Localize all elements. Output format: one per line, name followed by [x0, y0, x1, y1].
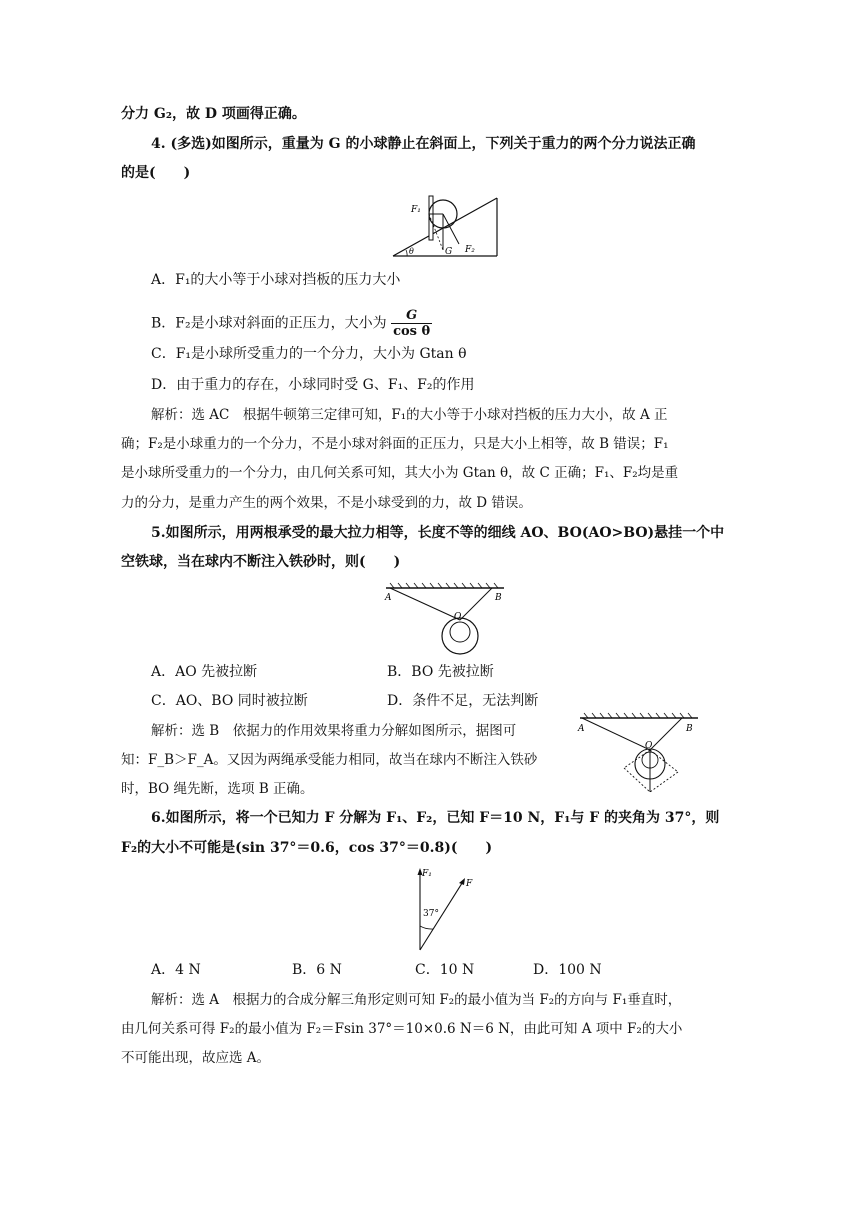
- q4-explanation-line2: 确；F₂是小球重力的一个分力，不是小球对斜面的正压力，只是大小上相等，故 B 错误；F₁: [121, 436, 669, 452]
- q5-stem-line2: 空铁球，当在球内不断注入铁砂时，则( ): [121, 554, 401, 570]
- q5-option-a: A．AO 先被拉断: [151, 664, 258, 680]
- q4-fig-label-f1: F₁: [411, 205, 421, 215]
- q4-incline-figure: [385, 192, 505, 262]
- q5-fig-label-a: A: [385, 593, 392, 603]
- q6-option-a: A．4 N: [151, 962, 201, 978]
- q6-stem-line1: 6.如图所示，将一个已知力 F 分解为 F₁、F₂，已知 F＝10 N，F₁与 F 的夹角为 37°，则: [151, 810, 720, 826]
- q5-stem-line1: 5.如图所示，用两根承受的最大拉力相等，长度不等的细线 AO、BO(AO>BO)悬挂一个中: [151, 525, 725, 541]
- q6-option-d: D．100 N: [533, 962, 602, 978]
- q5-fig2-label-a: A: [578, 724, 585, 734]
- q4-fig-label-f2: F₂: [465, 245, 475, 255]
- q4-fraction-numerator: G: [391, 308, 432, 324]
- q5-fig-label-o: O: [454, 612, 462, 622]
- q5-force-decomposition-figure: [574, 708, 704, 798]
- previous-answer-continuation: 分力 G₂，故 D 项画得正确。: [121, 106, 306, 122]
- q6-force-figure: [410, 864, 480, 954]
- q4-option-a: A．F₁的大小等于小球对挡板的压力大小: [151, 272, 401, 288]
- q5-fig2-label-b: B: [686, 724, 693, 734]
- q6-explanation-line1: 解析：选 A 根据力的合成分解三角形定则可知 F₂的最小值为当 F₂的方向与 F₁垂直时，: [151, 992, 682, 1008]
- q5-fig-label-b: B: [495, 593, 502, 603]
- q4-stem-line1: 4. (多选)如图所示，重量为 G 的小球静止在斜面上，下列关于重力的两个分力说法正确: [151, 136, 696, 152]
- q4-fraction-denominator: cos θ: [393, 324, 431, 339]
- q4-option-c: C．F₁是小球所受重力的一个分力，大小为 Gtan θ: [151, 346, 467, 362]
- q4-option-b-fraction: [391, 308, 432, 339]
- q4-fig-label-theta: θ: [409, 247, 414, 256]
- q5-hanging-ball-figure: [380, 580, 510, 660]
- q5-option-b: B．BO 先被拉断: [387, 664, 494, 680]
- q4-explanation-line4: 力的分力，是重力产生的两个效果，不是小球受到的力，故 D 错误。: [121, 495, 532, 511]
- q6-fig-label-angle: 37°: [423, 909, 439, 919]
- q5-explanation-line2: 知：F_B＞F_A。又因为两绳承受能力相同，故当在球内不断注入铁砂: [121, 752, 538, 768]
- q5-explanation-line1: 解析：选 B 依据力的作用效果将重力分解如图所示，据图可: [151, 723, 517, 739]
- q6-explanation-line3: 不可能出现，故应选 A。: [121, 1050, 271, 1066]
- q5-fig2-label-o: O: [645, 741, 653, 751]
- q4-option-d: D．由于重力的存在，小球同时受 G、F₁、F₂的作用: [151, 377, 475, 393]
- q4-option-b-text: B．F₂是小球对斜面的正压力，大小为: [151, 315, 387, 332]
- q5-option-c: C．AO、BO 同时被拉断: [151, 693, 308, 709]
- q6-explanation-line2: 由几何关系可得 F₂的最小值为 F₂＝Fsin 37°＝10×0.6 N＝6 N，由此可知 A 项中 F₂的大小: [121, 1021, 683, 1037]
- q4-stem-line2: 的是( ): [121, 165, 191, 181]
- q6-stem-line2: F₂的大小不可能是(sin 37°＝0.6，cos 37°＝0.8)( ): [121, 840, 493, 856]
- q6-option-c: C．10 N: [415, 962, 475, 978]
- q4-explanation-line3: 是小球所受重力的一个分力，由几何关系可知，其大小为 Gtan θ，故 C 正确；F₁、F₂均是重: [121, 465, 679, 481]
- q6-option-b: B．6 N: [292, 962, 342, 978]
- q6-fig-label-f1: F₁: [422, 869, 432, 879]
- q5-explanation-line3: 时，BO 绳先断，选项 B 正确。: [121, 781, 314, 797]
- q5-option-d: D．条件不足，无法判断: [387, 693, 539, 709]
- q4-fig-label-g: G: [445, 247, 453, 257]
- q4-explanation-line1: 解析：选 AC 根据牛顿第三定律可知，F₁的大小等于小球对挡板的压力大小，故 A 正: [151, 407, 668, 423]
- q4-option-b: [151, 308, 432, 339]
- q6-fig-label-f: F: [466, 879, 473, 889]
